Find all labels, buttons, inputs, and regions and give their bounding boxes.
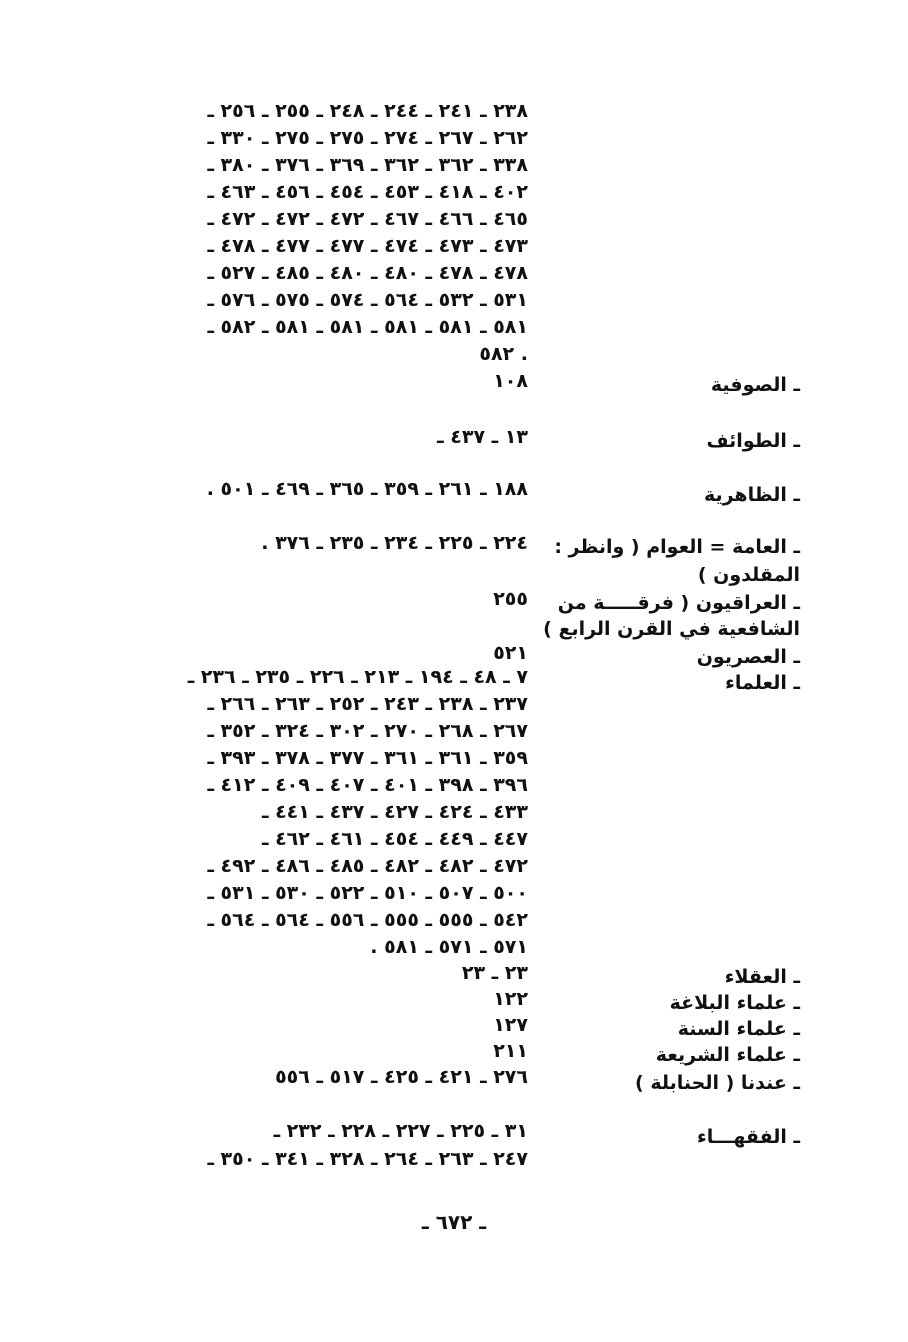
- index-term: ـ علماء البلاغة: [669, 992, 800, 1014]
- index-pages: ١٣ ـ ٤٣٧ ـ: [437, 426, 528, 448]
- index-line: ٤٧٢ ـ ٤٨٢ ـ ٤٨٢ ـ ٤٨٥ ـ ٤٨٦ ـ ٤٩٢ ـ: [207, 855, 528, 877]
- index-line: ٤٧٣ ـ ٤٧٣ ـ ٤٧٤ ـ ٤٧٧ ـ ٤٧٧ ـ ٤٧٨ ـ: [207, 235, 528, 257]
- index-line: ٢٦٢ ـ ٢٦٧ ـ ٢٧٤ ـ ٢٧٥ ـ ٢٧٥ ـ ٣٣٠ ـ: [207, 127, 528, 149]
- index-line: ٥٣١ ـ ٥٣٢ ـ ٥٦٤ ـ ٥٧٤ ـ ٥٧٥ ـ ٥٧٦ ـ: [207, 289, 528, 311]
- index-line: ٥٤٢ ـ ٥٥٥ ـ ٥٥٥ ـ ٥٥٦ ـ ٥٦٤ ـ ٥٦٤ ـ: [207, 909, 528, 931]
- index-term: ـ الصوفية: [710, 374, 800, 396]
- index-term: ـ الطوائف: [706, 430, 800, 452]
- index-line: ٢٣٧ ـ ٢٣٨ ـ ٢٤٣ ـ ٢٥٢ ـ ٢٦٣ ـ ٢٦٦ ـ: [207, 693, 528, 715]
- index-term: ـ علماء الشريعة: [655, 1044, 800, 1066]
- index-pages: ١٢٧: [493, 1014, 528, 1036]
- index-pages-cont: ٢٤٧ ـ ٢٦٣ ـ ٢٦٤ ـ ٣٢٨ ـ ٣٤١ ـ ٣٥٠ ـ: [207, 1148, 528, 1170]
- index-term: ـ عندنا ( الحنابلة ): [635, 1072, 800, 1094]
- index-line: ٢٣٨ ـ ٢٤١ ـ ٢٤٤ ـ ٢٤٨ ـ ٢٥٥ ـ ٢٥٦ ـ: [207, 100, 528, 122]
- index-term: ـ الظاهرية: [703, 484, 800, 506]
- index-term: ـ العراقيون ( فرقـــــة من: [557, 592, 800, 614]
- index-pages: ٢٥٥: [493, 588, 528, 610]
- index-pages: ٢١١: [493, 1040, 528, 1062]
- index-line: ٥٨٢ .: [479, 343, 528, 365]
- index-pages: ٢٣ ـ ٢٣: [461, 962, 528, 984]
- index-term-cont: المقلدون ): [697, 564, 800, 586]
- index-pages: ١٢٢: [493, 988, 528, 1010]
- index-line: ٤٠٢ ـ ٤١٨ ـ ٤٥٣ ـ ٤٥٤ ـ ٤٥٦ ـ ٤٦٣ ـ: [207, 181, 528, 203]
- index-pages: ٢٧٦ ـ ٤٢١ ـ ٤٢٥ ـ ٥١٧ ـ ٥٥٦: [275, 1066, 528, 1088]
- index-term: ـ الفقهـــاء: [697, 1126, 800, 1148]
- index-line: ٤٣٣ ـ ٤٢٤ ـ ٤٢٧ ـ ٤٣٧ ـ ٤٤١ ـ: [261, 801, 528, 823]
- index-line: ٥٨١ ـ ٥٨١ ـ ٥٨١ ـ ٥٨١ ـ ٥٨١ ـ ٥٨٢ ـ: [207, 316, 528, 338]
- index-line: ٤٧٨ ـ ٤٧٨ ـ ٤٨٠ ـ ٤٨٠ ـ ٤٨٥ ـ ٥٢٧ ـ: [207, 262, 528, 284]
- index-term: ـ العلماء: [725, 672, 800, 694]
- index-term: ـ العصريون: [696, 646, 800, 668]
- index-pages: ١٠٨: [493, 370, 528, 392]
- index-pages: ١٨٨ ـ ٢٦١ ـ ٣٥٩ ـ ٣٦٥ ـ ٤٦٩ ـ ٥٠١ .: [206, 478, 528, 500]
- index-line: ٧ ـ ٤٨ ـ ١٩٤ ـ ٢١٣ ـ ٢٢٦ ـ ٢٣٥ ـ ٢٣٦ ـ: [187, 666, 528, 688]
- index-line: ٣٩٦ ـ ٣٩٨ ـ ٤٠١ ـ ٤٠٧ ـ ٤٠٩ ـ ٤١٢ ـ: [207, 774, 528, 796]
- index-line: ٤٦٥ ـ ٤٦٦ ـ ٤٦٧ ـ ٤٧٢ ـ ٤٧٢ ـ ٤٧٢ ـ: [207, 208, 528, 230]
- index-pages: ٣١ ـ ٢٢٥ ـ ٢٢٧ ـ ٢٢٨ ـ ٢٣٢ ـ: [273, 1120, 528, 1142]
- index-term: ـ علماء السنة: [677, 1018, 800, 1040]
- index-line: ٣٥٩ ـ ٣٦١ ـ ٣٦١ ـ ٣٧٧ ـ ٣٧٨ ـ ٣٩٣ ـ: [207, 747, 528, 769]
- index-line: ٥٠٠ ـ ٥٠٧ ـ ٥١٠ ـ ٥٢٢ ـ ٥٣٠ ـ ٥٣١ ـ: [207, 882, 528, 904]
- index-term-cont: الشافعية في القرن الرابع ): [543, 618, 800, 640]
- index-term: ـ العقلاء: [724, 966, 800, 988]
- index-pages: ٢٢٤ ـ ٢٢٥ ـ ٢٣٤ ـ ٢٣٥ ـ ٣٧٦ .: [261, 532, 528, 554]
- index-line: ٢٦٧ ـ ٢٦٨ ـ ٢٧٠ ـ ٣٠٢ ـ ٣٢٤ ـ ٣٥٢ ـ: [207, 720, 528, 742]
- index-line: ٣٣٨ ـ ٣٦٢ ـ ٣٦٢ ـ ٣٦٩ ـ ٣٧٦ ـ ٣٨٠ ـ: [207, 154, 528, 176]
- index-pages: ٥٢١: [493, 642, 528, 664]
- index-line: ٤٤٧ ـ ٤٤٩ ـ ٤٥٤ ـ ٤٦١ ـ ٤٦٢ ـ: [261, 828, 528, 850]
- index-line: ٥٧١ ـ ٥٧١ ـ ٥٨١ .: [370, 936, 528, 958]
- page-number: ـ ٦٧٢ ـ: [421, 1210, 487, 1234]
- index-term: ـ العامة = العوام ( وانظر :: [554, 536, 800, 558]
